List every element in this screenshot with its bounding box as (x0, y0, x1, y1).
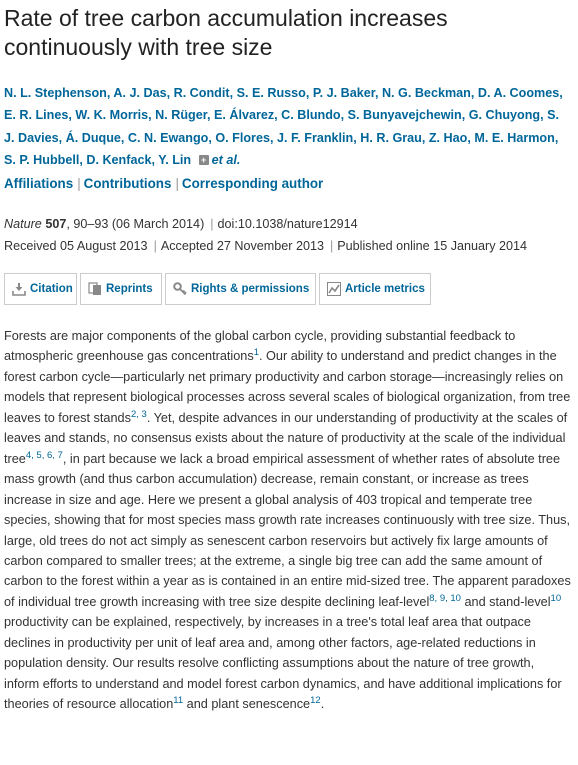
author-link[interactable]: H. R. Grau (360, 130, 422, 145)
reference-link[interactable]: 4, 5, 6, 7 (25, 449, 63, 461)
author-link[interactable]: P. J. Baker (312, 86, 375, 100)
page-range: 90–93 (73, 217, 109, 231)
received-label: Received (4, 239, 57, 253)
reference-link[interactable]: 2, 3 (130, 408, 147, 420)
reprints-icon (88, 282, 102, 296)
rights-permissions-button-label: Rights & permissions (191, 283, 310, 295)
author-link[interactable]: D. A. Coomes (477, 86, 560, 100)
author-link[interactable]: S. P. Hubbell (4, 153, 80, 168)
citation-button-label: Citation (30, 283, 73, 295)
abstract-text: . Yet, despite advances in our understanding of productivity at the scales of leaves and stands, no consensus exists about the nature of productivity at the scale of the individual tree (4, 410, 568, 466)
key-icon (173, 282, 187, 296)
author-link[interactable]: R. Condit (173, 86, 230, 100)
reference-link[interactable]: 8, 9, 10 (429, 592, 461, 604)
dates-separator: | (153, 239, 157, 253)
author-link[interactable]: O. Flores (215, 130, 270, 145)
link-separator: | (77, 176, 81, 191)
author-link[interactable]: S. J. Davies (4, 108, 559, 145)
abstract-text: , in part because we lack a broad empirical assessment of whether rates of absolute tree mass growth (and thus carbon accumulation) decrease, remain constant, or increase as trees increase in size and age. Here we present a global analysis of 403 tropical and temperate tree species, showing that for most species mass growth rate increases continuously with tree size. Thus, large, old trees do not act simply as senescent carbon reservoirs but actively fix large amounts of carbon compared to smaller trees; at the extreme, a single big tree can add the same amount of carbon to the forest within a year as is contained in an entire mid-sized tree. The apparent paradoxes of individual tree growth increasing with tree size despite declining leaf-level (4, 451, 571, 609)
citation-line: Nature 507, 90–93 (06 March 2014) | doi:10.1038/nature12914 (4, 217, 358, 231)
author-link[interactable]: J. F. Franklin (276, 130, 354, 145)
author-link[interactable]: S. Bunyavejchewin (347, 108, 462, 123)
dates-separator: | (329, 239, 334, 253)
citation-button[interactable] (4, 273, 77, 305)
reference-link[interactable]: 12 (310, 695, 321, 707)
abstract (4, 326, 572, 715)
author-link[interactable]: A. J. Das (113, 86, 167, 100)
issue-date: (06 March 2014) (111, 217, 205, 231)
author-link[interactable]: N. G. Beckman (381, 86, 471, 100)
author-link[interactable]: S. E. Russo (236, 86, 306, 100)
author-link[interactable]: M. E. Harmon (474, 130, 555, 145)
et-al-link[interactable]: et al. (211, 153, 241, 168)
accepted-label: Accepted (160, 239, 214, 253)
author-link[interactable]: N. Rüger (155, 108, 207, 123)
citation-block (4, 213, 527, 257)
article-title: Rate of tree carbon accumulation increases continuously with tree size (4, 5, 448, 60)
rights-permissions-button[interactable] (165, 273, 316, 305)
author-link[interactable]: E. Álvarez (213, 108, 275, 123)
article-metrics-button-label: Article metrics (345, 283, 425, 295)
metrics-icon (327, 282, 341, 296)
volume-number: 507 (45, 217, 67, 231)
citation-separator: | (210, 217, 214, 231)
dates-line (4, 235, 527, 257)
reference-link[interactable]: 11 (173, 695, 184, 707)
author-link[interactable]: N. L. Stephenson (4, 86, 107, 100)
affiliations-link[interactable]: Affiliations (4, 176, 74, 191)
published-date: 15 January 2014 (433, 239, 528, 253)
author-link[interactable]: Á. Duque (65, 130, 121, 145)
author-list: N. L. Stephenson, A. J. Das, R. Condit, S. E. Russo, P. J. Baker, N. G. Beckman, D. A. Coomes, E. R. Lines, W. K. Morris, N. Rüger, E. Álvarez, C. Blundo, S. Bunyavejchewin, G. Chuyong, S. J. Davies, Á. Duque, C. N. Ewango, O. Flores, J. F. Franklin, H. R. Grau, Z. Hao, M. E. Harmon, S. P. Hubbell, D. Kenfack, Y. Lin + et al. (4, 86, 563, 168)
author-link[interactable]: W. K. Morris (75, 108, 149, 123)
received-date: 05 August 2013 (60, 239, 148, 253)
abstract-text: . Our ability to understand and predict changes in the forest carbon cycle—particularly net primary productivity and carbon storage—increasingly relies on models that represent biological processes across several scales of biological organization, from tree leaves to forest stands (4, 349, 571, 425)
abstract-text: . (320, 697, 325, 712)
author-link[interactable]: G. Chuyong (468, 108, 541, 123)
article-metrics-button[interactable] (319, 273, 431, 305)
author-link[interactable]: E. R. Lines (4, 108, 69, 123)
author-link[interactable]: Z. Hao (428, 130, 468, 145)
published-label: Published online (337, 239, 430, 253)
abstract-text: and plant senescence (183, 697, 311, 712)
abstract-text: Forests are major components of the global carbon cycle, providing substantial feedback to atmospheric greenhouse gas concentrations (4, 329, 516, 364)
author-link[interactable]: D. Kenfack (86, 153, 152, 168)
reference-link[interactable]: 1 (253, 347, 259, 359)
author-link[interactable]: C. Blundo (281, 108, 341, 123)
link-separator: | (175, 176, 179, 191)
download-icon (12, 282, 26, 296)
author-link[interactable]: C. N. Ewango (127, 130, 209, 145)
reprints-button-label: Reprints (106, 283, 153, 295)
accepted-date: 27 November 2013 (216, 239, 324, 253)
reference-link[interactable]: 10 (550, 592, 562, 604)
author-link[interactable]: Y. Lin (158, 153, 192, 168)
article-info-links (4, 174, 323, 194)
abstract-text: and stand-level (460, 594, 551, 609)
reprints-button[interactable] (80, 273, 162, 305)
doi: doi:10.1038/nature12914 (217, 217, 358, 231)
journal-name: Nature (4, 217, 42, 231)
abstract-text: productivity can be explained, respectively, by increases in a tree's total leaf area that outpace declines in productivity per unit of leaf area and, among other factors, age-related reductions in population density. Our results resolve conflicting assumptions about the nature of tree growth, inform efforts to understand and model forest carbon dynamics, and have additional implications for theories of resource allocation (4, 615, 562, 712)
corresponding-author-link[interactable]: Corresponding author (181, 176, 324, 191)
expand-authors-icon[interactable]: + (199, 155, 209, 165)
contributions-link[interactable]: Contributions (83, 176, 172, 191)
